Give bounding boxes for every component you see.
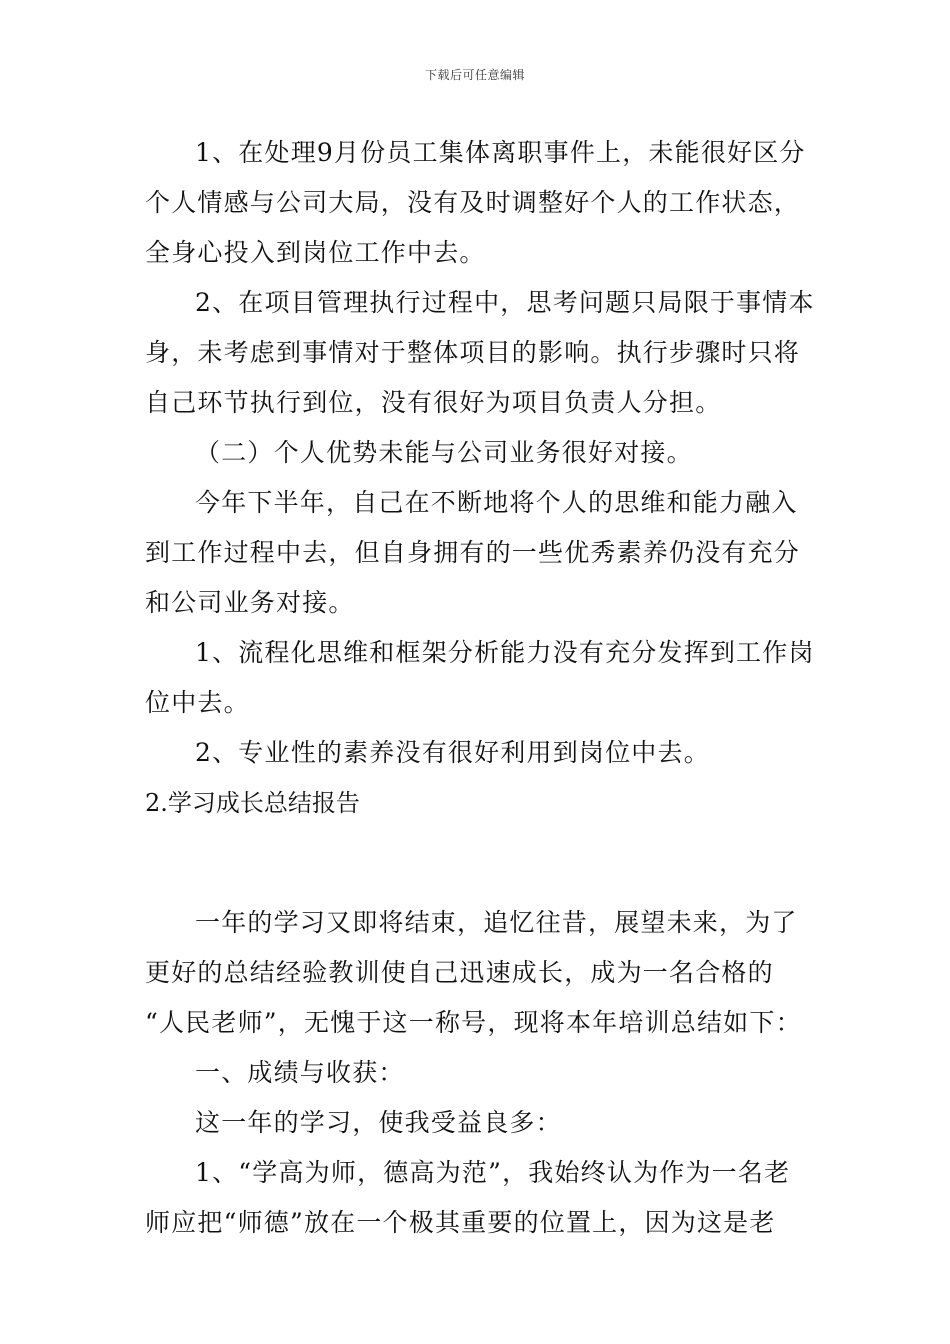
document-body	[145, 128, 815, 1248]
paragraph-line: “人民老师”，无愧于这一称号，现将本年培训总结如下：	[145, 1008, 802, 1037]
paragraph-line: 这一年的学习，使我受益良多：	[195, 1108, 562, 1137]
paragraph-line: 1、在处理9月份员工集体离职事件上，未能很好区分	[195, 138, 806, 167]
paragraph-line: 师应把“师德”放在一个极其重要的位置上，因为这是老	[145, 1208, 776, 1237]
paragraph-line: 更好的总结经验教训使自己迅速成长，成为一名合格的	[145, 958, 774, 987]
paragraph-line: 全身心投入到岗位工作中去。	[145, 238, 486, 267]
paragraph-line: 一年的学习又即将结束，追忆往昔，展望未来，为了	[195, 908, 798, 937]
paragraph-line: 1、“学高为师，德高为范”，我始终认为作为一名老	[195, 1158, 791, 1187]
paragraph-line: 位中去。	[145, 688, 250, 717]
paragraph-line: 2、专业性的素养没有很好利用到岗位中去。	[195, 738, 710, 767]
subsection-heading: （二）个人优势未能与公司业务很好对接。	[195, 438, 693, 467]
subsection-heading: 一、成绩与收获：	[195, 1058, 405, 1087]
paragraph-line: 自己环节执行到位，没有很好为项目负责人分担。	[145, 388, 722, 417]
paragraph-line: 1、流程化思维和框架分析能力没有充分发挥到工作岗	[195, 638, 815, 667]
paragraph-line: 2、在项目管理执行过程中，思考问题只局限于事情本	[195, 288, 815, 317]
paragraph-line: 个人情感与公司大局，没有及时调整好个人的工作状态，	[145, 188, 801, 217]
section-title: 2.学习成长总结报告	[145, 789, 360, 817]
page-header: 下载后可任意编辑	[424, 68, 525, 82]
paragraph-line: 到工作过程中去，但自身拥有的一些优秀素养仍没有充分	[145, 538, 801, 567]
blank-space	[145, 828, 807, 898]
paragraph-line: 今年下半年，自己在不断地将个人的思维和能力融入	[195, 488, 798, 517]
paragraph-line: 身，未考虑到事情对于整体项目的影响。执行步骤时只将	[145, 338, 801, 367]
paragraph-line: 和公司业务对接。	[145, 588, 355, 617]
